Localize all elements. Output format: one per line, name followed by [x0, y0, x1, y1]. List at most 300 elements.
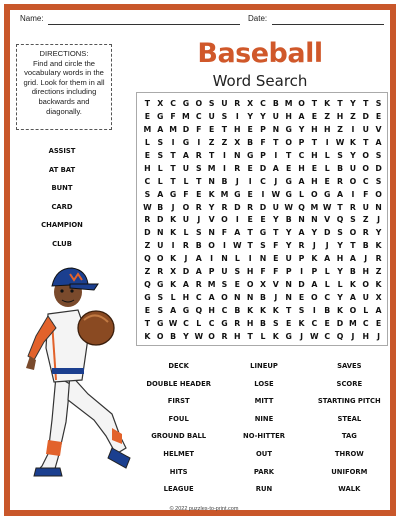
grid-letter[interactable]: L	[260, 332, 266, 342]
grid-letter[interactable]: J	[351, 332, 355, 342]
grid-letter[interactable]: I	[248, 176, 252, 186]
grid-letter[interactable]: E	[298, 293, 305, 303]
grid-letter[interactable]: N	[285, 293, 292, 303]
grid-letter[interactable]: O	[362, 150, 370, 160]
grid-letter[interactable]: L	[324, 267, 330, 277]
grid-letter[interactable]: L	[196, 319, 202, 329]
grid-letter[interactable]: C	[362, 176, 369, 186]
grid-letter[interactable]: Q	[298, 202, 305, 212]
grid-letter[interactable]: K	[349, 280, 356, 290]
grid-letter[interactable]: Y	[260, 111, 266, 121]
grid-letter[interactable]: A	[349, 254, 356, 264]
grid-letter[interactable]: R	[349, 202, 356, 212]
grid-letter[interactable]: R	[247, 202, 254, 212]
grid-letter[interactable]: E	[286, 319, 292, 329]
grid-letter[interactable]: Z	[350, 111, 356, 121]
grid-letter[interactable]: C	[195, 293, 202, 303]
grid-letter[interactable]: K	[247, 306, 254, 316]
grid-letter[interactable]: U	[182, 215, 190, 225]
date-field[interactable]	[272, 24, 384, 25]
grid-letter[interactable]: Y	[247, 111, 253, 121]
grid-letter[interactable]: B	[234, 306, 241, 316]
grid-letter[interactable]: R	[195, 280, 202, 290]
grid-letter[interactable]: H	[234, 332, 241, 342]
grid-letter[interactable]: K	[259, 306, 267, 316]
grid-letter[interactable]: V	[324, 215, 331, 225]
grid-letter[interactable]: T	[170, 150, 176, 160]
grid-letter[interactable]: L	[324, 150, 330, 160]
grid-letter[interactable]: Q	[195, 306, 203, 316]
grid-letter[interactable]: T	[286, 306, 292, 316]
grid-letter[interactable]: Y	[285, 241, 292, 251]
grid-letter[interactable]: A	[170, 306, 177, 316]
grid-letter[interactable]: T	[337, 98, 343, 108]
grid-letter[interactable]: W	[284, 202, 293, 212]
grid-letter[interactable]: D	[182, 267, 190, 277]
grid-letter[interactable]: O	[156, 332, 164, 342]
grid-letter[interactable]: I	[171, 241, 175, 251]
grid-letter[interactable]: E	[247, 124, 253, 134]
grid-letter[interactable]: U	[208, 111, 215, 121]
grid-letter[interactable]: A	[195, 267, 202, 277]
grid-letter[interactable]: S	[375, 150, 382, 160]
grid-letter[interactable]: Y	[183, 332, 189, 342]
grid-letter[interactable]: H	[336, 111, 344, 121]
grid-letter[interactable]: E	[247, 163, 253, 173]
grid-letter[interactable]: S	[221, 111, 228, 121]
grid-letter[interactable]: R	[375, 254, 382, 264]
grid-letter[interactable]: G	[169, 189, 177, 199]
grid-letter[interactable]: D	[375, 163, 382, 173]
grid-letter[interactable]: K	[272, 306, 279, 316]
grid-letter[interactable]: E	[144, 306, 151, 316]
grid-letter[interactable]: C	[208, 319, 215, 329]
grid-letter[interactable]: P	[285, 267, 292, 277]
grid-letter[interactable]: I	[300, 267, 303, 277]
grid-letter[interactable]: O	[349, 176, 357, 186]
grid-letter[interactable]: Q	[144, 254, 151, 264]
grid-letter[interactable]: I	[223, 163, 226, 173]
grid-letter[interactable]: N	[156, 228, 164, 238]
grid-letter[interactable]: G	[259, 228, 267, 238]
grid-letter[interactable]: N	[298, 215, 305, 225]
grid-letter[interactable]: T	[196, 176, 202, 186]
grid-letter[interactable]: A	[208, 293, 215, 303]
grid-letter[interactable]: B	[247, 137, 254, 147]
grid-letter[interactable]: G	[285, 124, 292, 134]
grid-letter[interactable]: O	[311, 189, 318, 199]
grid-letter[interactable]: S	[350, 215, 356, 225]
grid-letter[interactable]: T	[247, 241, 253, 251]
grid-letter[interactable]: T	[350, 241, 356, 251]
grid-letter[interactable]: C	[144, 176, 151, 186]
grid-letter[interactable]: Z	[144, 241, 151, 251]
grid-letter[interactable]: U	[272, 202, 279, 212]
grid-letter[interactable]: L	[337, 280, 343, 290]
grid-letter[interactable]: F	[260, 137, 266, 147]
grid-letter[interactable]: A	[298, 111, 305, 121]
grid-letter[interactable]: C	[362, 319, 369, 329]
grid-letter[interactable]: N	[208, 176, 215, 186]
grid-letter[interactable]: R	[298, 241, 305, 251]
grid-letter[interactable]: I	[261, 189, 265, 199]
grid-letter[interactable]: E	[234, 280, 240, 290]
grid-letter[interactable]: G	[182, 306, 190, 316]
grid-letter[interactable]: I	[248, 254, 252, 264]
grid-letter[interactable]: M	[284, 98, 293, 108]
grid-letter[interactable]: L	[144, 137, 150, 147]
grid-letter[interactable]: T	[286, 150, 292, 160]
grid-letter[interactable]: I	[223, 150, 226, 160]
grid-letter[interactable]: D	[259, 163, 267, 173]
grid-letter[interactable]: R	[157, 267, 164, 277]
grid-letter[interactable]: M	[143, 124, 152, 134]
grid-letter[interactable]: I	[274, 150, 278, 160]
grid-letter[interactable]: A	[324, 254, 331, 264]
grid-letter[interactable]: U	[157, 241, 164, 251]
grid-letter[interactable]: A	[298, 176, 305, 186]
grid-letter[interactable]: L	[234, 254, 240, 264]
grid-letter[interactable]: H	[362, 267, 369, 277]
grid-letter[interactable]: J	[274, 293, 278, 303]
grid-letter[interactable]: S	[208, 98, 215, 108]
grid-letter[interactable]: W	[194, 332, 204, 342]
grid-letter[interactable]: L	[183, 228, 189, 238]
grid-letter[interactable]: S	[337, 228, 343, 238]
grid-letter[interactable]: I	[235, 111, 239, 121]
grid-letter[interactable]: S	[375, 98, 382, 108]
grid-letter[interactable]: M	[207, 163, 216, 173]
grid-letter[interactable]: R	[362, 228, 369, 238]
grid-letter[interactable]: W	[322, 202, 332, 212]
grid-letter[interactable]: K	[170, 228, 177, 238]
grid-letter[interactable]: W	[143, 202, 152, 212]
grid-letter[interactable]: J	[300, 332, 303, 342]
grid-letter[interactable]: H	[311, 150, 318, 160]
grid-letter[interactable]: G	[234, 189, 241, 199]
grid-letter[interactable]: H	[234, 124, 241, 134]
grid-letter[interactable]: C	[298, 150, 305, 160]
name-field[interactable]	[48, 24, 240, 25]
grid-letter[interactable]: P	[260, 124, 266, 134]
grid-letter[interactable]: E	[196, 189, 202, 199]
grid-letter[interactable]: K	[144, 332, 151, 342]
grid-letter[interactable]: T	[170, 163, 176, 173]
grid-letter[interactable]: R	[195, 202, 202, 212]
grid-letter[interactable]: S	[195, 163, 202, 173]
grid-letter[interactable]: V	[375, 124, 382, 134]
grid-letter[interactable]: Z	[208, 137, 215, 147]
grid-letter[interactable]: C	[221, 306, 228, 316]
grid-letter[interactable]: H	[311, 124, 318, 134]
grid-letter[interactable]: S	[157, 150, 164, 160]
grid-letter[interactable]: X	[375, 293, 382, 303]
grid-letter[interactable]: I	[351, 189, 355, 199]
grid-letter[interactable]: Y	[375, 228, 382, 238]
grid-letter[interactable]: E	[247, 215, 253, 225]
grid-letter[interactable]: B	[362, 241, 369, 251]
grid-letter[interactable]: L	[183, 176, 189, 186]
grid-letter[interactable]: A	[234, 228, 241, 238]
grid-letter[interactable]: B	[170, 332, 177, 342]
grid-letter[interactable]: I	[312, 306, 316, 316]
grid-letter[interactable]: V	[272, 280, 279, 290]
grid-letter[interactable]: T	[311, 98, 318, 108]
grid-letter[interactable]: T	[273, 228, 279, 238]
grid-letter[interactable]: Y	[337, 267, 343, 277]
grid-letter[interactable]: O	[285, 137, 292, 147]
grid-letter[interactable]: H	[298, 163, 305, 173]
grid-letter[interactable]: S	[195, 228, 202, 238]
grid-letter[interactable]: K	[298, 319, 305, 329]
grid-letter[interactable]: W	[233, 241, 242, 251]
grid-letter[interactable]: U	[362, 293, 369, 303]
grid-letter[interactable]: P	[298, 254, 305, 264]
grid-letter[interactable]: E	[273, 254, 279, 264]
grid-letter[interactable]: H	[336, 254, 344, 264]
grid-letter[interactable]: S	[157, 293, 164, 303]
grid-letter[interactable]: L	[324, 163, 330, 173]
grid-letter[interactable]: B	[195, 241, 202, 251]
grid-letter[interactable]: J	[364, 254, 368, 264]
grid-letter[interactable]: H	[362, 332, 369, 342]
grid-letter[interactable]: O	[349, 228, 357, 238]
grid-letter[interactable]: E	[208, 124, 215, 134]
grid-letter[interactable]: K	[375, 241, 382, 251]
grid-letter[interactable]: N	[259, 254, 267, 264]
grid-letter[interactable]: S	[260, 241, 266, 251]
grid-letter[interactable]: Q	[144, 280, 151, 290]
grid-letter[interactable]: C	[260, 98, 266, 108]
grid-letter[interactable]: T	[311, 137, 318, 147]
grid-letter[interactable]: H	[182, 293, 190, 303]
grid-letter[interactable]: O	[156, 254, 164, 264]
grid-letter[interactable]: E	[260, 215, 266, 225]
grid-letter[interactable]: B	[260, 293, 266, 303]
grid-letter[interactable]: E	[311, 111, 318, 121]
grid-letter[interactable]: O	[221, 293, 228, 303]
grid-letter[interactable]: M	[182, 111, 190, 121]
grid-letter[interactable]: D	[234, 202, 241, 212]
grid-letter[interactable]: F	[183, 189, 189, 199]
grid-letter[interactable]: W	[310, 332, 319, 342]
grid-letter[interactable]: X	[234, 137, 241, 147]
grid-letter[interactable]: O	[195, 98, 203, 108]
grid-letter[interactable]: H	[246, 267, 254, 277]
grid-letter[interactable]: B	[157, 202, 164, 212]
grid-letter[interactable]: F	[260, 267, 266, 277]
grid-letter[interactable]: O	[182, 202, 190, 212]
grid-letter[interactable]: T	[363, 98, 369, 108]
grid-letter[interactable]: Z	[362, 215, 369, 225]
grid-letter[interactable]: L	[157, 176, 163, 186]
grid-letter[interactable]: J	[235, 176, 239, 186]
grid-letter[interactable]: T	[144, 319, 151, 329]
grid-letter[interactable]: A	[157, 124, 164, 134]
grid-letter[interactable]: M	[169, 124, 177, 134]
grid-letter[interactable]: B	[324, 306, 331, 316]
grid-letter[interactable]: C	[260, 176, 266, 186]
grid-letter[interactable]: J	[377, 215, 381, 225]
grid-letter[interactable]: T	[208, 150, 215, 160]
grid-letter[interactable]: G	[157, 319, 164, 329]
grid-letter[interactable]: S	[375, 176, 382, 186]
grid-letter[interactable]: N	[234, 293, 241, 303]
grid-letter[interactable]: N	[221, 254, 228, 264]
grid-letter[interactable]: S	[273, 319, 279, 329]
grid-letter[interactable]: A	[182, 280, 189, 290]
grid-letter[interactable]: M	[207, 280, 216, 290]
grid-letter[interactable]: J	[274, 176, 278, 186]
grid-letter[interactable]: C	[311, 319, 318, 329]
grid-letter[interactable]: T	[363, 137, 369, 147]
grid-letter[interactable]: U	[362, 202, 369, 212]
grid-letter[interactable]: R	[221, 202, 228, 212]
grid-letter[interactable]: K	[324, 98, 331, 108]
grid-letter[interactable]: N	[311, 215, 318, 225]
grid-letter[interactable]: W	[168, 319, 178, 329]
grid-letter[interactable]: U	[272, 111, 279, 121]
grid-letter[interactable]: G	[285, 332, 292, 342]
grid-letter[interactable]: G	[285, 189, 292, 199]
grid-letter[interactable]: D	[323, 228, 331, 238]
grid-letter[interactable]: Z	[375, 267, 382, 277]
grid-letter[interactable]: F	[221, 228, 228, 238]
grid-letter[interactable]: K	[349, 137, 356, 147]
grid-letter[interactable]: L	[363, 306, 369, 316]
grid-letter[interactable]: S	[221, 280, 228, 290]
grid-letter[interactable]: E	[324, 176, 330, 186]
grid-letter[interactable]: D	[182, 124, 190, 134]
grid-letter[interactable]: O	[311, 293, 318, 303]
grid-letter[interactable]: K	[170, 215, 177, 225]
grid-letter[interactable]: E	[311, 163, 318, 173]
grid-letter[interactable]: Y	[298, 124, 305, 134]
grid-letter[interactable]: T	[337, 202, 343, 212]
grid-letter[interactable]: G	[182, 98, 190, 108]
grid-letter[interactable]: Y	[273, 215, 279, 225]
grid-letter[interactable]: O	[298, 98, 305, 108]
grid-letter[interactable]: I	[223, 241, 226, 251]
grid-letter[interactable]: I	[325, 137, 329, 147]
grid-letter[interactable]: F	[273, 267, 279, 277]
grid-letter[interactable]: J	[377, 332, 381, 342]
grid-letter[interactable]: I	[235, 215, 239, 225]
grid-letter[interactable]: O	[375, 189, 382, 199]
grid-letter[interactable]: D	[298, 280, 305, 290]
grid-letter[interactable]: O	[246, 280, 254, 290]
grid-letter[interactable]: N	[234, 150, 241, 160]
grid-letter[interactable]: A	[337, 189, 344, 199]
grid-letter[interactable]: A	[298, 228, 305, 238]
grid-letter[interactable]: S	[144, 189, 151, 199]
grid-letter[interactable]: Y	[350, 98, 356, 108]
grid-letter[interactable]: C	[195, 111, 202, 121]
grid-letter[interactable]: Z	[337, 124, 343, 134]
grid-letter[interactable]: O	[208, 241, 215, 251]
grid-letter[interactable]: Y	[337, 241, 343, 251]
grid-letter[interactable]: B	[285, 215, 292, 225]
grid-letter[interactable]: D	[259, 202, 267, 212]
grid-letter[interactable]: Y	[311, 228, 318, 238]
grid-letter[interactable]: K	[375, 280, 382, 290]
grid-letter[interactable]: X	[170, 267, 177, 277]
grid-letter[interactable]: H	[285, 111, 292, 121]
grid-letter[interactable]: L	[157, 163, 163, 173]
grid-letter[interactable]: O	[208, 332, 215, 342]
grid-letter[interactable]: J	[312, 241, 316, 251]
grid-letter[interactable]: A	[375, 306, 382, 316]
grid-letter[interactable]: C	[183, 319, 189, 329]
grid-letter[interactable]: V	[208, 215, 215, 225]
grid-letter[interactable]: F	[170, 111, 176, 121]
grid-letter[interactable]: T	[273, 137, 279, 147]
grid-letter[interactable]: O	[362, 280, 370, 290]
grid-letter[interactable]: G	[221, 319, 228, 329]
grid-letter[interactable]: F	[363, 189, 369, 199]
grid-letter[interactable]: M	[349, 319, 357, 329]
grid-letter[interactable]: T	[144, 98, 151, 108]
grid-letter[interactable]: A	[157, 189, 164, 199]
grid-letter[interactable]: T	[221, 124, 228, 134]
grid-letter[interactable]: Y	[208, 202, 215, 212]
grid-letter[interactable]: S	[298, 306, 305, 316]
grid-letter[interactable]: K	[311, 254, 318, 264]
grid-letter[interactable]: T	[247, 332, 253, 342]
grid-letter[interactable]: H	[144, 163, 151, 173]
grid-letter[interactable]: F	[196, 124, 202, 134]
grid-letter[interactable]: U	[349, 163, 357, 173]
grid-letter[interactable]: Z	[324, 111, 331, 121]
grid-letter[interactable]: K	[337, 306, 344, 316]
grid-letter[interactable]: I	[197, 137, 201, 147]
grid-letter[interactable]: Z	[144, 267, 151, 277]
grid-letter[interactable]: E	[324, 319, 330, 329]
grid-letter[interactable]: Y	[350, 150, 356, 160]
grid-letter[interactable]: E	[144, 111, 151, 121]
grid-letter[interactable]: E	[144, 150, 151, 160]
grid-letter[interactable]: J	[184, 254, 188, 264]
grid-letter[interactable]: U	[221, 267, 228, 277]
grid-letter[interactable]: G	[246, 150, 254, 160]
grid-letter[interactable]: E	[375, 111, 382, 121]
grid-letter[interactable]: S	[337, 150, 343, 160]
grid-letter[interactable]: D	[157, 215, 164, 225]
grid-letter[interactable]: J	[197, 215, 201, 225]
grid-letter[interactable]: N	[285, 280, 292, 290]
grid-letter[interactable]: R	[337, 176, 344, 186]
grid-letter[interactable]: R	[234, 163, 241, 173]
grid-letter[interactable]: Y	[337, 293, 343, 303]
grid-letter[interactable]: U	[285, 254, 292, 264]
grid-letter[interactable]: P	[260, 150, 266, 160]
grid-letter[interactable]: X	[259, 280, 266, 290]
grid-letter[interactable]: N	[272, 124, 280, 134]
grid-letter[interactable]: U	[182, 163, 190, 173]
grid-letter[interactable]: M	[310, 202, 319, 212]
grid-letter[interactable]: P	[311, 267, 318, 277]
grid-letter[interactable]: K	[170, 254, 177, 264]
grid-letter[interactable]: W	[335, 137, 345, 147]
grid-letter[interactable]: R	[234, 319, 241, 329]
grid-letter[interactable]: B	[272, 98, 279, 108]
grid-letter[interactable]: H	[246, 319, 254, 329]
grid-letter[interactable]: E	[286, 163, 292, 173]
grid-letter[interactable]: K	[170, 280, 177, 290]
grid-letter[interactable]: R	[182, 241, 189, 251]
grid-letter[interactable]: O	[221, 215, 228, 225]
grid-letter[interactable]: C	[324, 293, 331, 303]
